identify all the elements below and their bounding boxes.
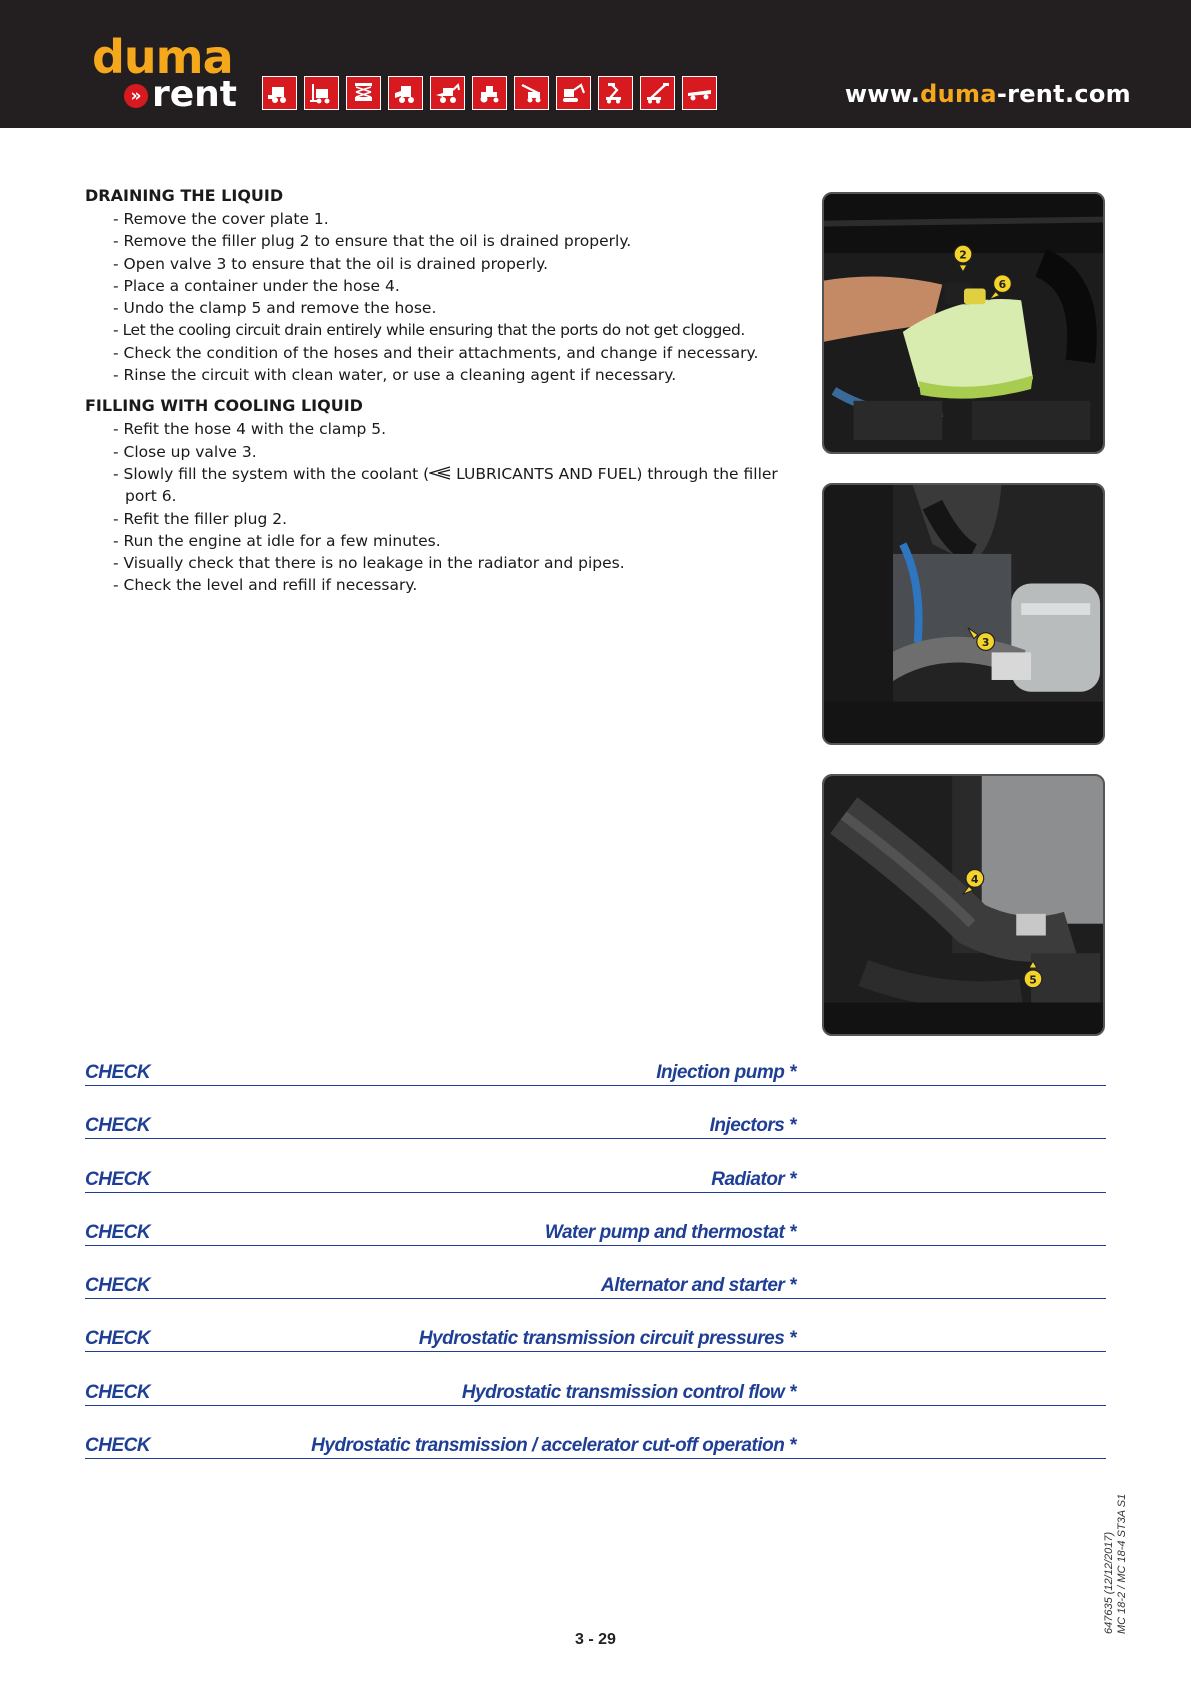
check-row-rule (85, 1458, 1106, 1459)
draining-step: - Let the cooling circuit drain entirely while ensuring that the ports do not get clogged. (113, 321, 745, 340)
instructions-column (85, 186, 805, 607)
check-row-rule (85, 1138, 1106, 1139)
photo-drain-valve (822, 483, 1105, 745)
website-prefix: www. (844, 80, 921, 108)
forklift-icon (304, 76, 339, 110)
check-row-rule (85, 1351, 1106, 1352)
callout-label: 5 (1029, 973, 1037, 987)
draining-step: - Undo the clamp 5 and remove the hose. (113, 299, 437, 318)
filling-step: - Run the engine at idle for a few minutes. (113, 531, 441, 550)
filling-step: - Refit the filler plug 2. (113, 509, 287, 528)
mobile-crane-icon (514, 76, 549, 110)
check-row[interactable] (85, 1324, 1106, 1377)
draining-steps-list (85, 208, 805, 386)
cross-reference-arrow-icon (429, 466, 451, 480)
logo-word-rent: rent (152, 74, 238, 115)
machine-icon-strip (262, 76, 717, 110)
check-item-link[interactable]: Water pump and thermostat * (544, 1221, 796, 1243)
check-row[interactable] (85, 1165, 1106, 1218)
draining-step: - Check the condition of the hoses and their attachments, and change if necessary. (113, 343, 759, 362)
compact-tractor-icon (472, 76, 507, 110)
check-item-link[interactable]: Radiator * (711, 1168, 796, 1190)
header-bar (0, 0, 1191, 128)
check-label: CHECK (85, 1328, 151, 1350)
filling-section-title: FILLING WITH COOLING LIQUID (85, 396, 363, 416)
check-row-rule (85, 1192, 1106, 1193)
draining-step: - Place a container under the hose 4. (113, 276, 400, 295)
check-row-rule (85, 1245, 1106, 1246)
skid-steer-loader-icon (262, 76, 297, 110)
check-item-link[interactable]: Hydrostatic transmission / accelerator cut-off operation * (311, 1435, 796, 1457)
check-row-rule (85, 1085, 1106, 1086)
check-item-link[interactable]: Hydrostatic transmission control flow * (461, 1381, 796, 1403)
filling-step: - Refit the hose 4 with the clamp 5. (113, 420, 387, 439)
website-highlight: duma (920, 80, 997, 108)
check-label: CHECK (85, 1221, 151, 1243)
check-row[interactable] (85, 1058, 1106, 1111)
filling-steps-list (85, 418, 805, 596)
callout-label: 2 (959, 248, 967, 262)
backhoe-loader-icon (430, 76, 465, 110)
check-row[interactable] (85, 1378, 1106, 1431)
check-label: CHECK (85, 1115, 151, 1137)
photo-expansion-tank (822, 192, 1105, 454)
scissor-lift-icon (346, 76, 381, 110)
check-item-link[interactable]: Injection pump * (656, 1062, 796, 1083)
check-item-link[interactable]: Injectors * (709, 1115, 796, 1137)
filling-step: - Check the level and refill if necessary. (113, 576, 418, 595)
draining-step: - Remove the filler plug 2 to ensure that the oil is drained properly. (113, 232, 632, 251)
check-row[interactable] (85, 1111, 1106, 1164)
compact-loader-icon (388, 76, 423, 110)
check-label: CHECK (85, 1062, 151, 1083)
check-list (85, 1058, 1106, 1484)
duma-rent-logo[interactable] (90, 30, 240, 118)
check-item-link[interactable]: Hydrostatic transmission circuit pressures * (418, 1328, 796, 1350)
website-link[interactable] (845, 80, 1131, 108)
filling-step: - Close up valve 3. (113, 442, 257, 461)
callout-label: 6 (998, 278, 1007, 292)
filling-step-coolant-end: LUBRICANTS AND FUEL) through the filler port 6. (125, 464, 778, 506)
check-label: CHECK (85, 1275, 151, 1297)
photo-hose-clamp (822, 774, 1105, 1036)
filling-step-coolant (113, 463, 805, 508)
check-row-rule (85, 1298, 1106, 1299)
draining-section-title: DRAINING THE LIQUID (85, 186, 284, 205)
check-row[interactable] (85, 1431, 1106, 1484)
mini-excavator-icon (556, 76, 591, 110)
check-label: CHECK (85, 1168, 151, 1190)
articulated-boom-lift-icon (598, 76, 633, 110)
check-row[interactable] (85, 1218, 1106, 1271)
check-label: CHECK (85, 1435, 151, 1457)
callout-label: 4 (971, 872, 979, 886)
draining-step: - Open valve 3 to ensure that the oil is drained properly. (113, 254, 549, 273)
document-reference-models: MC 18-2 / MC 18-4 ST3A S1 (1116, 1493, 1128, 1634)
filling-step-coolant-start: - Slowly fill the system with the coolant ( (113, 464, 430, 483)
document-reference-date: 647635 (12/12/2017) (1103, 1531, 1115, 1634)
check-row-rule (85, 1405, 1106, 1406)
check-label: CHECK (85, 1381, 151, 1403)
telescopic-boom-lift-icon (640, 76, 675, 110)
filling-step: - Visually check that there is no leakage in the radiator and pipes. (113, 554, 625, 573)
check-item-link[interactable]: Alternator and starter * (601, 1275, 796, 1297)
page-number: 3 - 29 (575, 1631, 616, 1648)
document-reference (1103, 1494, 1129, 1634)
logo-arrow-icon: » (124, 84, 148, 108)
draining-step: - Remove the cover plate 1. (113, 210, 329, 228)
callout-label: 3 (981, 636, 990, 650)
roller-compactor-icon (682, 76, 717, 110)
logo-word-duma: duma (92, 30, 233, 84)
check-row[interactable] (85, 1271, 1106, 1324)
draining-step: - Rinse the circuit with clean water, or use a cleaning agent if necessary. (113, 366, 677, 385)
website-suffix: -rent.com (996, 80, 1131, 108)
